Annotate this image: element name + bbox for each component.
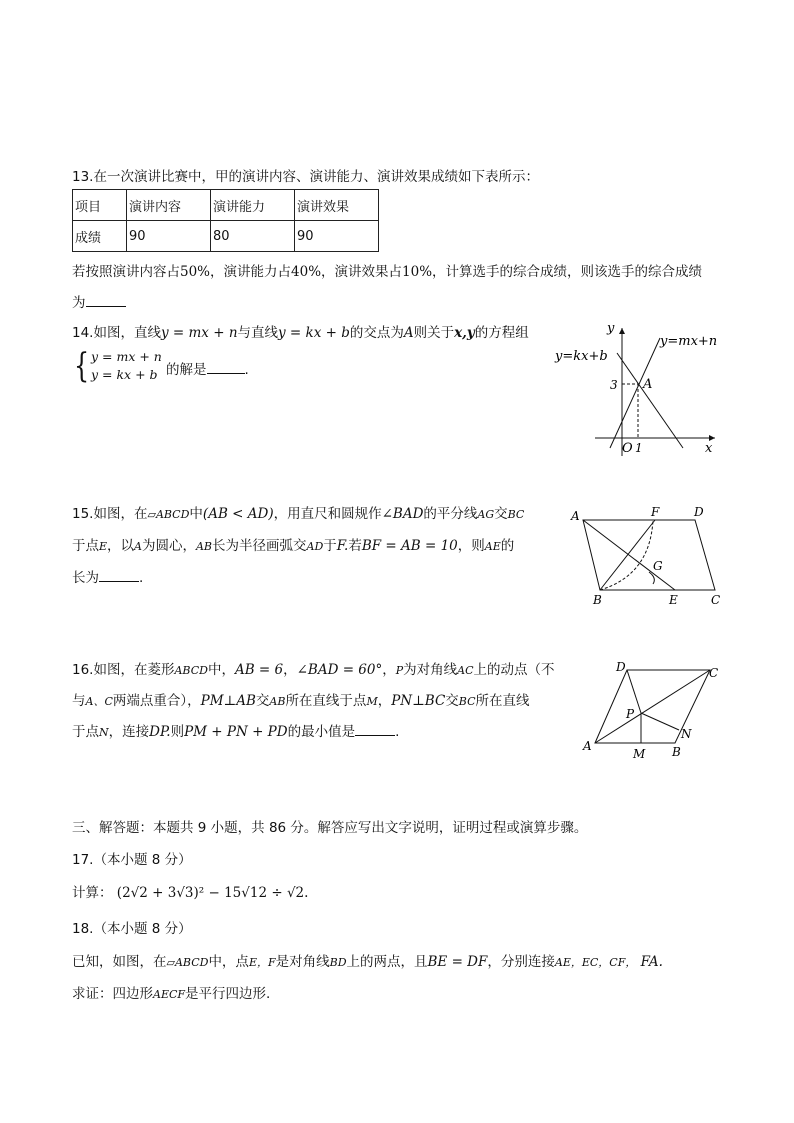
q16-end: . bbox=[395, 724, 400, 740]
q13-stem: 13.在一次演讲比赛中，甲的演讲内容、演讲能力、演讲效果成绩如下表所示： bbox=[72, 169, 539, 185]
q16-text: 所在直线 bbox=[475, 693, 530, 709]
q15-a: A bbox=[134, 540, 142, 553]
q18-points: E，F bbox=[248, 956, 276, 969]
q14-tail bbox=[166, 358, 249, 378]
q15-text: 于点 bbox=[72, 538, 99, 554]
q13-text: 若按照演讲内容占 bbox=[72, 264, 180, 280]
q14-figure bbox=[550, 318, 730, 458]
q16-p: P bbox=[395, 664, 404, 677]
q15-e: E bbox=[99, 540, 108, 553]
vertex-c-label: C bbox=[709, 666, 719, 680]
q18-parallelogram: ▱ABCD bbox=[166, 956, 209, 969]
q14-sys-eq1: y = mx + n bbox=[91, 349, 162, 364]
origin-label: O bbox=[622, 441, 633, 456]
q16-text: 所在直线于点 bbox=[285, 693, 367, 709]
q15-equation: BF = AB = 10 bbox=[361, 538, 458, 554]
q18-line2 bbox=[72, 982, 270, 1002]
point-n-label: N bbox=[681, 727, 692, 741]
q13-pct1: 50% bbox=[180, 264, 211, 280]
q16-abcd: ABCD bbox=[174, 664, 208, 677]
q18-text: 已知，如图，在 bbox=[72, 954, 167, 970]
point-g-label: G bbox=[653, 559, 663, 573]
q16-text: ，连接 bbox=[108, 724, 150, 740]
q15-text: 中 bbox=[189, 506, 203, 522]
score-table bbox=[72, 189, 379, 252]
q13-text: ，计算选手的综合成绩，则该选手的综合成绩 bbox=[432, 264, 703, 280]
q16-ab: AB bbox=[269, 695, 286, 708]
q16-pm: PM⊥AB bbox=[200, 693, 256, 709]
q15-line3 bbox=[72, 566, 143, 586]
q16-sum: PM + PN + PD bbox=[184, 724, 288, 740]
q15-line2 bbox=[72, 534, 514, 554]
q14-point: A bbox=[403, 325, 414, 341]
q14-stem bbox=[72, 321, 529, 341]
segment-bf bbox=[600, 520, 655, 590]
q16-text: 则 bbox=[170, 724, 185, 740]
table-header-cell: 演讲能力 bbox=[211, 190, 295, 221]
q16-text: 两端点重合）， bbox=[112, 693, 201, 709]
bisector-ae bbox=[583, 520, 675, 590]
q13-text: ，演讲效果占 bbox=[321, 264, 403, 280]
q14-text: 的解是 bbox=[166, 362, 207, 378]
q16-line1 bbox=[72, 658, 555, 678]
q13-text: ，演讲能力占 bbox=[210, 264, 292, 280]
q16-bc: BC bbox=[458, 695, 476, 708]
q14-vars: x,y bbox=[454, 325, 475, 341]
vertex-a-label: A bbox=[571, 509, 580, 523]
q15-text: 长为 bbox=[72, 570, 99, 586]
q15-figure bbox=[565, 500, 735, 615]
q17-expression: (2√2 + 3√3)² − 15√12 ÷ √2. bbox=[116, 885, 309, 901]
point-a-label: A bbox=[643, 377, 653, 392]
q16-m: M bbox=[366, 695, 378, 708]
q18-segments: AE，EC，CF， bbox=[554, 956, 637, 969]
q15-ab: AB bbox=[195, 540, 213, 553]
q15-text: 15.如图，在 bbox=[72, 506, 148, 522]
q15-text: 若 bbox=[348, 538, 362, 554]
q14-text: 与直线 bbox=[237, 325, 279, 341]
q16-text: 交 bbox=[445, 693, 459, 709]
vertex-c-label: C bbox=[711, 593, 721, 607]
q15-line1 bbox=[72, 502, 524, 522]
table-cell: 80 bbox=[211, 221, 295, 252]
point-m-label: M bbox=[633, 747, 646, 761]
q15-bc: BC bbox=[507, 508, 525, 521]
q18-fa: FA. bbox=[640, 954, 663, 970]
q13-line1 bbox=[72, 260, 702, 280]
q16-figure bbox=[575, 655, 730, 765]
q18-text: 中，点 bbox=[208, 954, 249, 970]
q18-equation: BE = DF bbox=[427, 954, 488, 970]
section-heading: 三、解答题：本题共 9 小题，共 86 分。解答应写出文字说明，证明过程或演算步骤。 bbox=[72, 820, 588, 836]
q16-text: 16.如图，在菱形 bbox=[72, 662, 175, 678]
q18-head: 18.（本小题 8 分） bbox=[72, 921, 192, 937]
answer-blank[interactable] bbox=[99, 569, 139, 582]
q18-text: ，分别连接 bbox=[487, 954, 555, 970]
parallelogram-abcd bbox=[583, 520, 715, 590]
vertex-b-label: B bbox=[672, 745, 681, 759]
answer-blank[interactable] bbox=[86, 294, 126, 307]
q13-line2 bbox=[72, 291, 126, 311]
q15-text: 交 bbox=[494, 506, 508, 522]
q13-pct3: 10% bbox=[402, 264, 433, 280]
vertex-d-label: D bbox=[694, 505, 704, 519]
brace-icon: { bbox=[74, 346, 90, 386]
q17-label: 计算： bbox=[72, 885, 113, 901]
q17-body bbox=[72, 881, 308, 901]
line-kx-b-label: y=kx+b bbox=[555, 349, 608, 364]
table-header-cell: 演讲效果 bbox=[295, 190, 379, 221]
table-cell: 90 bbox=[295, 221, 379, 252]
y-axis-label: y bbox=[607, 321, 615, 336]
q15-parallelogram: ▱ABCD bbox=[147, 508, 190, 521]
q14-eq1: y = mx + n bbox=[160, 325, 238, 341]
q16-text: 于点 bbox=[72, 724, 99, 740]
q16-line3 bbox=[72, 720, 399, 740]
q16-line2 bbox=[72, 689, 530, 709]
q14-text: 的交点为 bbox=[349, 325, 404, 341]
line-mx-n-label: y=mx+n bbox=[660, 334, 718, 349]
q16-dp: DP. bbox=[149, 724, 171, 740]
table-header-cell: 演讲内容 bbox=[127, 190, 211, 221]
q16-text: 交 bbox=[255, 693, 270, 709]
y-tick-label: 3 bbox=[610, 378, 618, 392]
table-cell: 90 bbox=[127, 221, 211, 252]
q15-ae: AE bbox=[484, 540, 501, 553]
q15-f: F. bbox=[336, 538, 349, 554]
q15-angle: ∠BAD bbox=[381, 506, 424, 522]
point-e-label: E bbox=[669, 593, 678, 607]
q16-ab6: AB = 6 bbox=[234, 662, 284, 678]
q18-text: 是平行四边形. bbox=[185, 986, 271, 1002]
q15-text: ，以 bbox=[107, 538, 135, 554]
q15-condition: (AB < AD) bbox=[202, 506, 274, 522]
q16-text: 中， bbox=[207, 662, 235, 678]
q16-text: 与 bbox=[72, 693, 86, 709]
q15-text: 长为半径画弧交 bbox=[212, 538, 307, 554]
q16-n: N bbox=[99, 726, 109, 739]
q17-head: 17.（本小题 8 分） bbox=[72, 852, 192, 868]
q16-text: 上的动点（不 bbox=[473, 662, 555, 678]
q15-ag: AG bbox=[477, 508, 495, 521]
table-header-row bbox=[73, 190, 379, 221]
table-row bbox=[73, 221, 379, 252]
q15-text: 的平分线 bbox=[423, 506, 478, 522]
q15-end: . bbox=[139, 570, 144, 586]
q15-text: 的 bbox=[500, 538, 515, 554]
q15-text: ，用直尺和圆规作 bbox=[273, 506, 382, 522]
q18-bd: BD bbox=[329, 956, 347, 969]
q18-line1 bbox=[72, 950, 663, 970]
q14-sys-eq2: y = kx + b bbox=[91, 367, 158, 382]
vertex-b-label: B bbox=[593, 593, 602, 607]
q18-text: 是对角线 bbox=[275, 954, 330, 970]
q16-text: ， bbox=[377, 693, 392, 709]
q18-text: 求证：四边形 bbox=[72, 986, 153, 1002]
vertex-a-label: A bbox=[583, 739, 592, 753]
q16-angle: ∠BAD = 60° bbox=[296, 662, 383, 678]
q14-text: 则关于 bbox=[413, 325, 455, 341]
q13-text: 为 bbox=[72, 295, 86, 311]
line-kx-b bbox=[617, 353, 683, 448]
x-axis-label: x bbox=[705, 441, 713, 456]
vertex-d-label: D bbox=[616, 660, 626, 674]
q18-text: 上的两点，且 bbox=[346, 954, 428, 970]
q14-text: 14.如图，直线 bbox=[72, 325, 161, 341]
table-header-cell: 项目 bbox=[73, 190, 127, 221]
segment-pn bbox=[641, 713, 679, 730]
answer-blank[interactable] bbox=[207, 361, 245, 374]
q15-ad: AD bbox=[306, 540, 324, 553]
q15-text: 为圆心， bbox=[141, 538, 196, 554]
q16-ac: AC bbox=[457, 664, 474, 677]
q13-pct2: 40% bbox=[291, 264, 322, 280]
q16-ac2: A、C bbox=[85, 695, 113, 708]
q16-pn: PN⊥BC bbox=[391, 693, 446, 709]
q14-end: . bbox=[244, 362, 249, 378]
vertex-f-label: F bbox=[651, 505, 660, 519]
q14-eq2: y = kx + b bbox=[278, 325, 350, 341]
q14-text: 的方程组 bbox=[474, 325, 529, 341]
q16-text: ， bbox=[382, 662, 396, 678]
q18-aecf: AECF bbox=[153, 988, 186, 1001]
q15-text: 于 bbox=[323, 538, 337, 554]
q16-text: 的最小值是 bbox=[287, 724, 356, 740]
q16-text: ， bbox=[283, 662, 297, 678]
q15-text: ，则 bbox=[457, 538, 485, 554]
point-p-label: P bbox=[626, 707, 635, 721]
table-cell: 成绩 bbox=[73, 221, 127, 252]
answer-blank[interactable] bbox=[355, 723, 395, 736]
q16-text: 为对角线 bbox=[403, 662, 458, 678]
x-tick-label: 1 bbox=[635, 441, 643, 455]
